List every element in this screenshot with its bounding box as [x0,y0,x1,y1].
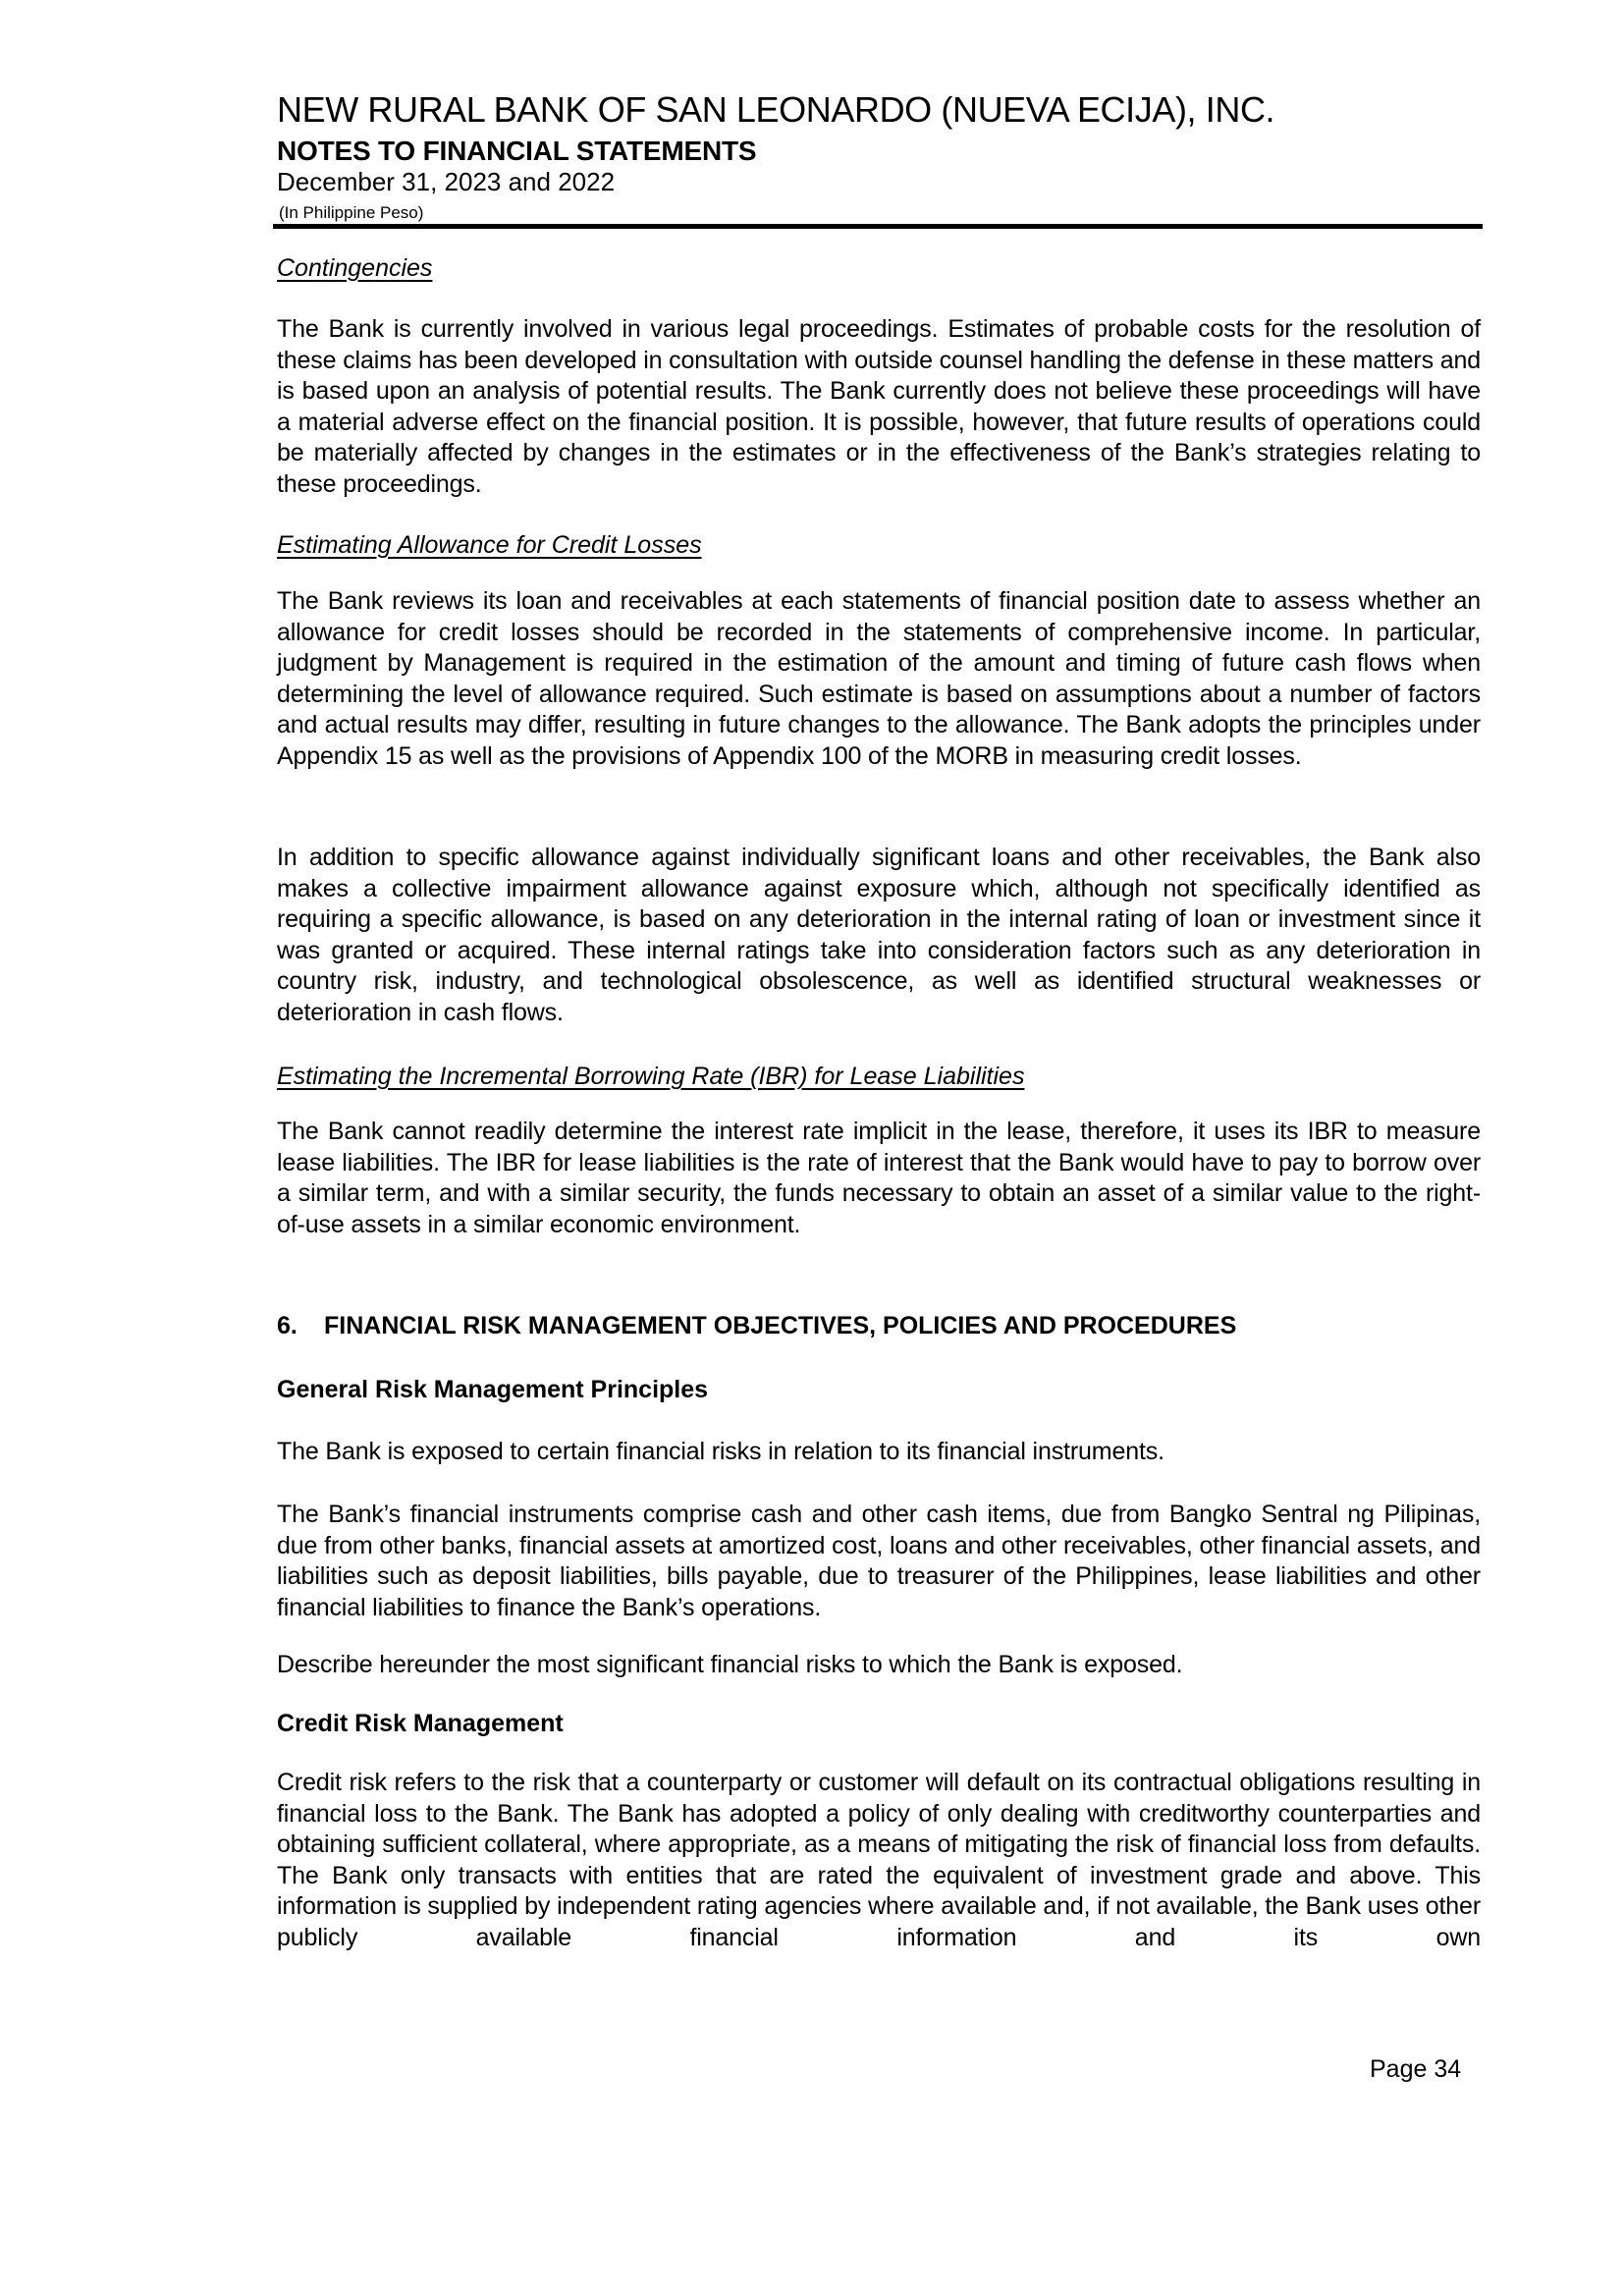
paragraph-allowance-2: In addition to specific allowance against individually significant loans and other receivables, the Bank also makes a collective impairment allowance against exposure which, although not specifically identified as requiring a specific allowance, is based on any deterioration in the internal rating of loan or investment since it was granted or acquired. These internal ratings take into consideration factors such as any deterioration in country risk, industry, and technological obsolescence, as well as identified structural weaknesses or deterioration in cash flows. [277,844,1481,1026]
paragraph-ibr: The Bank cannot readily determine the interest rate implicit in the lease, therefore, it uses its IBR to measure lease liabilities. The IBR for lease liabilities is the rate of interest that the Bank would have to pay to borrow over a similar term, and with a similar security, the funds necessary to obtain an asset of a similar value to the right-of-use assets in a similar economic environment. [277,1118,1481,1238]
company-name: NEW RURAL BANK OF SAN LEONARDO (NUEVA ECIJA), INC. [277,89,1275,130]
reporting-period: December 31, 2023 and 2022 [277,167,616,196]
document-title: NOTES TO FINANCIAL STATEMENTS [277,136,757,166]
heading-general-risk-principles: General Risk Management Principles [277,1376,709,1403]
section-number: 6. [277,1312,298,1339]
heading-contingencies: Contingencies [277,254,433,282]
heading-allowance-credit-losses: Estimating Allowance for Credit Losses [277,531,702,559]
page-number: Page 34 [1370,2055,1462,2083]
heading-credit-risk-management: Credit Risk Management [277,1710,564,1737]
paragraph-general-3: Describe hereunder the most significant financial risks to which the Bank is exposed. [277,1651,1183,1678]
currency-note: (In Philippine Peso) [279,203,424,222]
paragraph-credit-risk: Credit risk refers to the risk that a counterparty or customer will default on its contractual obligations resulting in financial loss to the Bank. The Bank has adopted a policy of only dealing with creditworthy counterparties and obtaining sufficient collateral, where appropriate, as a means of mitigating the risk of financial loss from defaults. The Bank only transacts with entities that are rated the equivalent of investment grade and above. This information is supplied by independent rating agencies where available and, if not available, the Bank uses other publicly available financial information and its own [277,1769,1481,1951]
paragraph-contingencies: The Bank is currently involved in various legal proceedings. Estimates of probable costs for the resolution of these claims has been developed in consultation with outside counsel handling the defense in these matters and is based upon an analysis of potential results. The Bank currently does not believe these proceedings will have a material adverse effect on the financial position. It is possible, however, that future results of operations could be materially affected by changes in the estimates or in the effectiveness of the Bank’s strategies relating to these proceedings. [277,315,1481,498]
paragraph-general-1: The Bank is exposed to certain financial risks in relation to its financial instruments. [277,1438,1164,1465]
section-title: FINANCIAL RISK MANAGEMENT OBJECTIVES, POLICIES AND PROCEDURES [324,1312,1237,1339]
header-divider [273,224,1483,229]
paragraph-general-2: The Bank’s financial instruments comprise cash and other cash items, due from Bangko Sentral ng Pilipinas, due from other banks, financial assets at amortized cost, loans and other receivables, other financial assets, and liabilities such as deposit liabilities, bills payable, due to treasurer of the Philippines, lease liabilities and other financial liabilities to finance the Bank’s operations. [277,1501,1481,1621]
heading-ibr-lease-liabilities: Estimating the Incremental Borrowing Rate (IBR) for Lease Liabilities [277,1063,1025,1090]
paragraph-allowance-1: The Bank reviews its loan and receivables at each statements of financial position date to assess whether an allowance for credit losses should be recorded in the statements of comprehensive income. In particular, judgment by Management is required in the estimation of the amount and timing of future cash flows when determining the level of allowance required. Such estimate is based on assumptions about a number of factors and actual results may differ, resulting in future changes to the allowance. The Bank adopts the principles under Appendix 15 as well as the provisions of Appendix 100 of the MORB in measuring credit losses. [277,587,1481,770]
section-6-heading [277,1311,1481,1340]
